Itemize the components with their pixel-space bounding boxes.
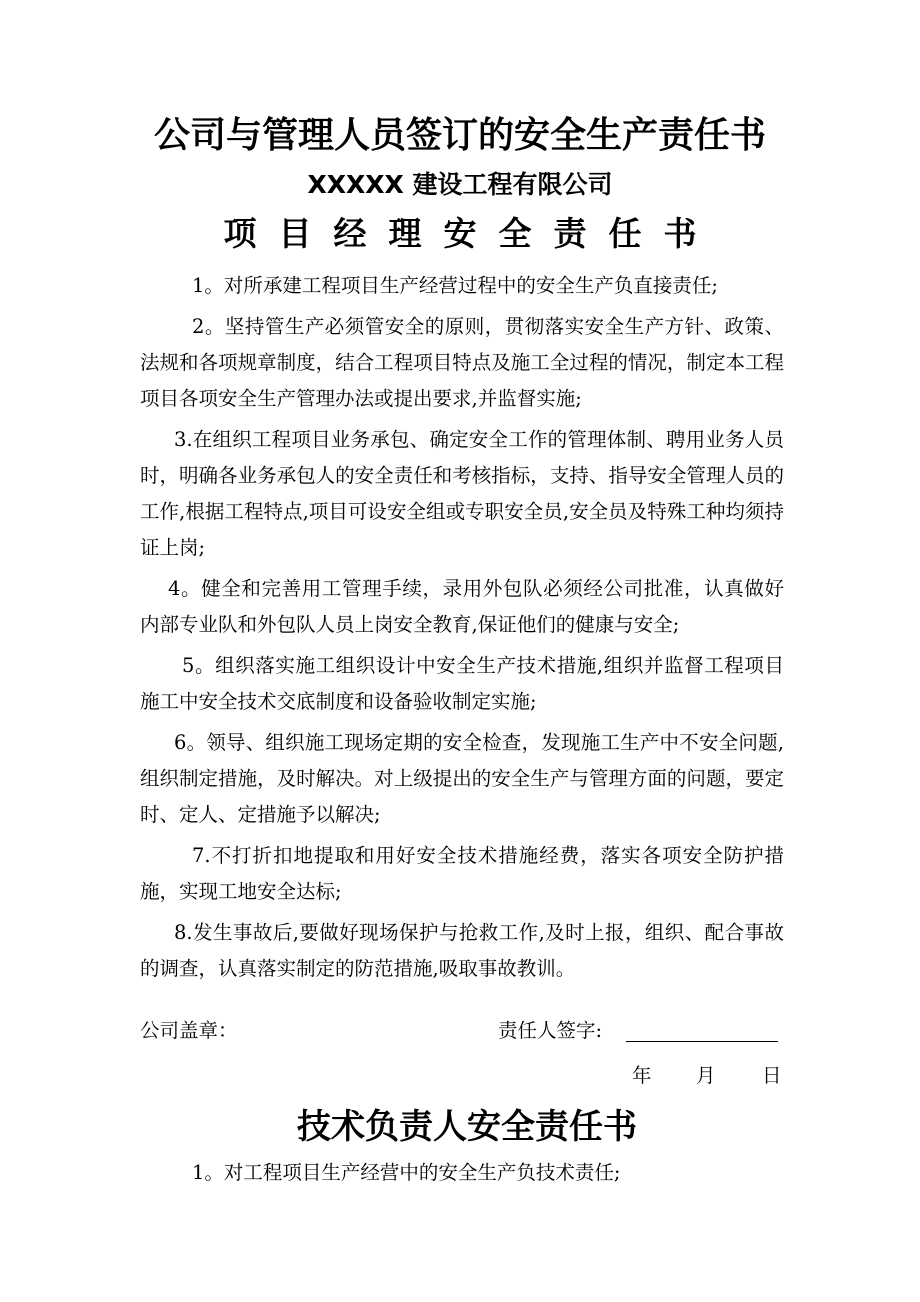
date-month-label: 月: [696, 1064, 716, 1087]
date-row: [628, 1058, 788, 1094]
clause-7: 7.不打折扣地提取和用好安全技术措施经费，落实各项安全防护措施，实现工地安全达标;: [140, 844, 784, 903]
company-seal-label: 公司盖章：: [140, 1019, 238, 1042]
clause-2: 2。坚持管生产必须管安全的原则，贯彻落实安全生产方针、政策、法规和各项规章制度，结合工程项目特点及施工全过程的情况，制定本工程项目各项安全生产管理办法或提出要求,并监督实施;: [140, 315, 784, 410]
project-manager-section-title: 项目经理安全责任书: [223, 214, 719, 253]
signature-line: [626, 1041, 778, 1042]
clause-6: 6。领导、组织施工现场定期的安全检查，发现施工生产中不安全问题,组织制定措施，及时解决。对上级提出的安全生产与管理方面的问题，要定时、定人、定措施予以解决;: [140, 731, 784, 826]
date-year-label: 年: [632, 1064, 652, 1087]
document-main-title: 公司与管理人员签订的安全生产责任书: [153, 115, 766, 156]
clause-1: 1。对所承建工程项目生产经营过程中的安全生产负直接责任;: [192, 274, 718, 297]
clause-5: 5。组织落实施工组织设计中安全生产技术措施,组织并监督工程项目施工中安全技术交底制度和设备验收制定实施;: [140, 654, 784, 713]
clause-4: 4。健全和完善用工管理手续，录用外包队必须经公司批准，认真做好内部专业队和外包队人员上岗安全教育,保证他们的健康与安全;: [140, 577, 784, 636]
company-name: XXXXX 建设工程有限公司: [307, 170, 613, 199]
project-manager-clauses: [140, 268, 784, 992]
tech-clause-1: 1。对工程项目生产经营中的安全生产负技术责任;: [192, 1161, 621, 1184]
technical-lead-section-title: 技术负责人安全责任书: [297, 1107, 637, 1147]
date-day-label: 日: [762, 1064, 782, 1087]
clause-3: 3.在组织工程项目业务承包、确定安全工作的管理体制、聘用业务人员时，明确各业务承包人的安全责任和考核指标，支持、指导安全管理人员的工作,根据工程特点,项目可设安全组或专职安全员,安全员及特殊工种均须持证上岗;: [140, 428, 784, 559]
signer-label: 责任人签字:: [498, 1019, 603, 1042]
clause-8: 8.发生事故后,要做好现场保护与抢救工作,及时上报，组织、配合事故的调查，认真落实制定的防范措施,吸取事故教训。: [140, 921, 784, 980]
signature-row: [140, 1013, 780, 1049]
